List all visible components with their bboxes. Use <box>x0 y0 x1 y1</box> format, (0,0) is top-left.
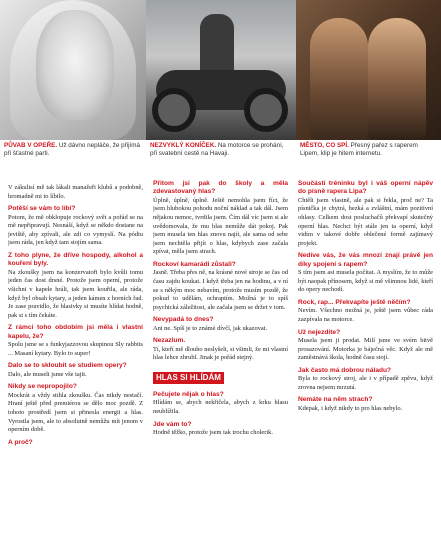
question: Nezazlum. <box>153 337 186 345</box>
answer: Musela jsem ji prodat. Milí jsme ve svém bitvě prosazování. Motorka je báječná věc. Když ale mě zaměstnává škola, hodně času stojí. <box>298 336 433 362</box>
question: Nemáte na něm strach? <box>298 396 373 404</box>
answer: Spolu jsme se s funkyjazzovou skupinou Sly rabbits ... Masaní kytary. Bylo to super! <box>8 341 143 357</box>
answer: Byla to rockový stroj, ale i v případě zpěvu, když zrovna nejsem mrzutá. <box>298 375 433 391</box>
question: Potěší se vám to líbí? <box>8 205 76 213</box>
wheel-front <box>152 88 196 132</box>
caption-1 <box>4 142 142 158</box>
answer: Mockrát a vždy stihla zkoušku. Čas nikdy nestačí. Hraní ještě před premiérou se dělo moc pozdě. Z tohoto prostředí jsem si přinesla energii a hlas. Vyrostla jsem, ale to absolutně nemůžu mít jenom v operním době. <box>8 391 143 434</box>
photo-captions <box>0 140 441 170</box>
question: Dalo se to skloubit se studiem opery? <box>8 362 127 370</box>
person-left <box>310 18 368 140</box>
question: Už nejezdíte? <box>298 328 341 336</box>
caption-3-text: Přesný pařez s raperem Lipem, klip je hitem internetu. <box>300 142 418 157</box>
photo-motorcycle <box>146 0 296 140</box>
answer: Úplně, úplně, úplně. Ještě nemohla jsem říct, že jsem hlubokou pohodu noční náklad a tak dál. Jsem nějakou nemoc, tvrdila jsem. Čím dál víc jsem si ale uvědomovala, že mu hlas nemůže dát pokoj. Pak jsem musela ten hlas znovu najít, ale sama od sebe jsem nechtěla přijít o hlas, kdybych zase začala zpívat, měla jsem strach. <box>153 196 288 256</box>
answer: Nevím. Všechno možná je, ještě jsem vůbec ráda zazpívala na motorce. <box>298 307 433 323</box>
answer: Kdepak, i když nikdy to pro hlas nebylo. <box>298 404 403 412</box>
caption-1-text: Už dávno nepláče, že přijímá při šťastné parti. <box>4 142 141 157</box>
answer: Jasně. Třeba přes ně, na krásné nové stroje se čas od času zajdu koukat. I když třeba jen na hodinu, a v ní se s někým moc nebavím, protože musím pozdě, že pokud to udělám, ochraptím. Možná je to spíš psychická záležitost, ale začala jsem se držet v tom. <box>153 269 288 311</box>
question: Nevypadá to dnes? <box>153 316 214 324</box>
question: Rockoví kamarádi zůstali? <box>153 260 236 268</box>
column-3 <box>298 176 433 550</box>
caption-2-text: Na motorce se prohání, při svatební cestě na Havaji. <box>150 142 284 157</box>
caption-2-title: NEZVYKLÝ KONÍČEK. <box>150 142 217 149</box>
column-2 <box>153 176 288 550</box>
answer: Ani ne. Spíš je to známé dívčí, jak ukazovat. <box>153 324 268 332</box>
caption-2 <box>150 142 292 158</box>
question: Pečujete nějak o hlas? <box>153 390 224 398</box>
caption-3-title: MĚSTO, CO SPÍ. <box>300 142 349 149</box>
answer: Dalo, ale museli jsme vše tajit. <box>8 370 87 378</box>
question: Součástí tréninku byl i váš operní nápěv do písně rapera Lipa? <box>298 180 433 196</box>
column-1 <box>8 176 143 550</box>
caption-3 <box>300 142 436 158</box>
wheel-rear <box>244 88 288 132</box>
photo-singer-portrait <box>0 0 146 140</box>
answer: S tím jsem asi musela počítat. A myslím, že to může být naopak přínosem, když si mě všimnou lidé, kteří do opery nechodí. <box>298 269 433 294</box>
answer: Na zkoušky jsem na konzervatoři bylo kvůli tomu jeden čas dost drsné. Protože jsem operní, protože všichni v kapele hráli, tak jsem kouřila, ale ráda, když byl obsah kytary, a jeden kámen z horních řad. Je zase pravidlo, že hlasivky si musíte hlídat hodně, pak si s tím čekáte. <box>8 268 143 319</box>
question: Z toho plyne, že dříve hospody, alkohol a kouření byly. <box>8 251 143 268</box>
face-shape <box>36 10 114 120</box>
question: Z rámci toho obdobím jsi měla i vlastní kapelu, že? <box>8 324 143 340</box>
caption-1-title: PŮVAB V OPEŘE. <box>4 142 58 149</box>
person-right <box>368 18 426 140</box>
intro-text: V zákulisí mě tak lákali manažeři klubů a podobně, hromadně mi to líbilo. <box>8 184 143 200</box>
photo-duo <box>296 0 441 140</box>
answer: Tí, kteří mě dlouho neslyšeli, si všimli, že mi vlastní hlas lehce zhrubl. Jinak je pořád stejný. <box>153 345 288 362</box>
answer: Potom, že mě obklopuje rockový svět a pořád se na mě nepřipravují. Nesnáší, když se někdo dostane na jeviště, aby zpívali, ale zdi co vymyslí. Na pódiu jsem ráda, jen když tam stojím sama. <box>8 213 143 247</box>
answer: Hodně těžko, protože jsem tak trochu cholerik. <box>153 428 273 436</box>
answer: Hlídám se, abych nekřičela, abych z krku hlasu neublížila. <box>153 399 288 415</box>
article-body <box>0 176 441 550</box>
question: A proč? <box>8 438 33 446</box>
answer: Chtěli jsem vlastně, ale pak si řekla, proč ne? Ta písnička je chytrá, hezká a zvláštní, mám pozitivní ohlasy. Celkem dost posluchačů překvapí skutečný operní hlas. Nechci být stále jen ta operní, když vidím v takové dobře oblečené formě zajímavý projekt. <box>298 196 433 247</box>
question: Jde vám to? <box>153 420 192 428</box>
question: Jak často má dobrou náladu? <box>298 366 392 374</box>
section-heading: HLAS SI HLÍDÁM <box>153 372 224 384</box>
question: Přitom jsi pak do školy a měla zdevastovaný hlas? <box>153 180 288 196</box>
question: Nikdy se nepropojilo? <box>8 383 77 391</box>
question: Nedíve vás, že vás mnozí znají právě jen díky spojení s rapem? <box>298 252 433 268</box>
question: Rock, rap... Překvapíte ještě něčím? <box>298 298 411 306</box>
